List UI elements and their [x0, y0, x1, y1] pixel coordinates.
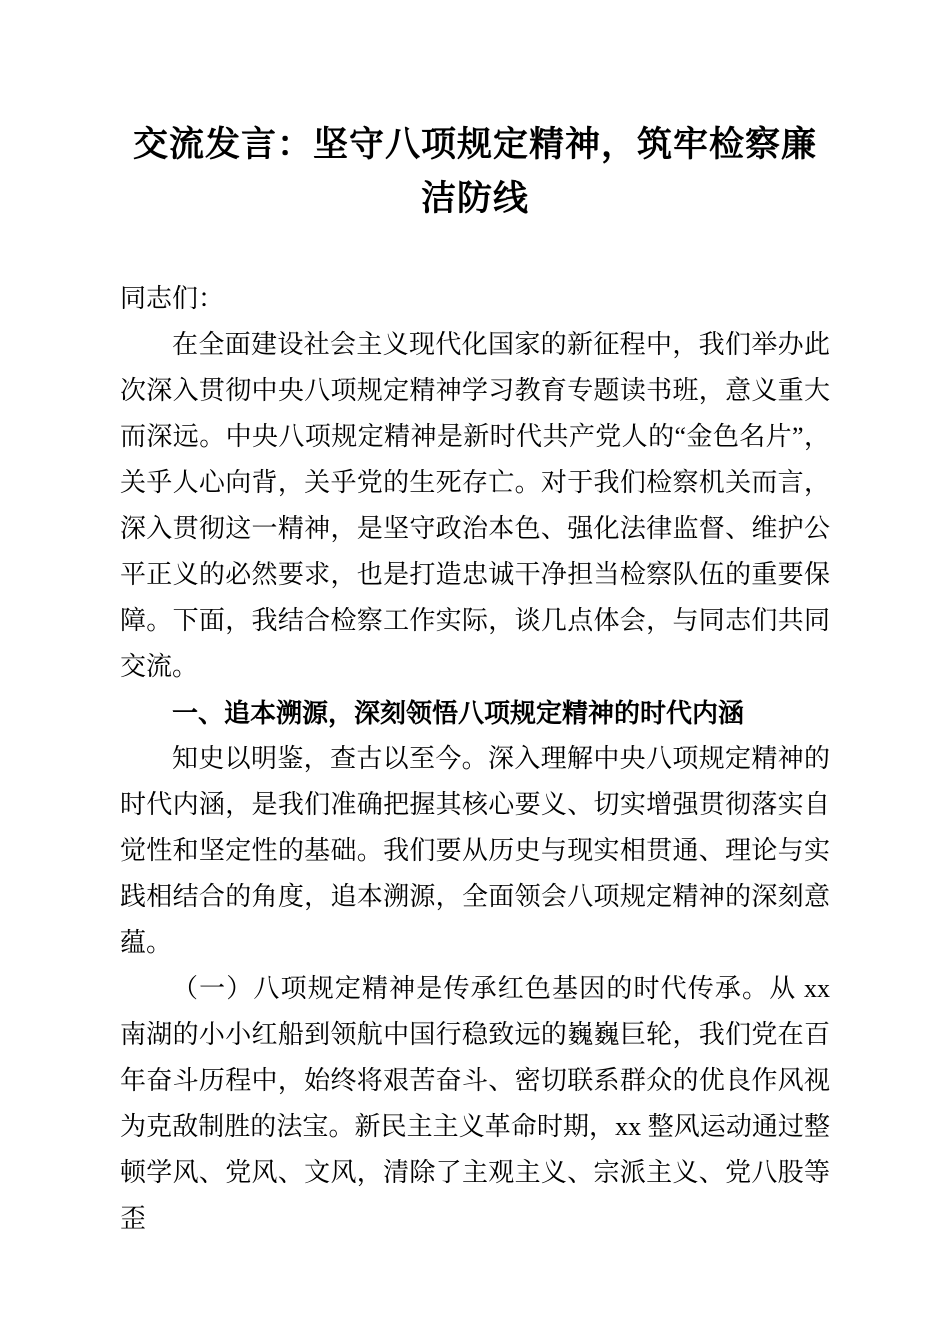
paragraph-subpoint-1 [120, 966, 830, 1242]
subpoint-lead: （一）八项规定精神是传承红色基因的时代传承。 [172, 974, 770, 1003]
paragraph-intro: 在全面建设社会主义现代化国家的新征程中，我们举办此次深入贯彻中央八项规定精神学习教育专题读书班，意义重大而深远。中央八项规定精神是新时代共产党人的“金色名片”，关乎人心向背，关乎党的生死存亡。对于我们检察机关而言，深入贯彻这一精神，是坚守政治本色、强化法律监督、维护公平正义的必然要求，也是打造忠诚干净担当检察队伍的重要保障。下面，我结合检察工作实际，谈几点体会，与同志们共同交流。 [120, 330, 830, 681]
salutation: 同志们： [120, 284, 225, 313]
document-title: 交流发言：坚守八项规定精神，筑牢检察廉洁防线 [132, 125, 817, 218]
section-heading-1: 一、追本溯源，深刻领悟八项规定精神的时代内涵 [172, 698, 745, 728]
paragraph-section1-body: 知史以明鉴，查古以至今。深入理解中央八项规定精神的时代内涵，是我们准确把握其核心要义、切实增强贯彻落实自觉性和坚定性的基础。我们要从历史与现实相贯通、理论与实践相结合的角度，追本溯源，全面领会八项规定精神的深刻意蕴。 [120, 744, 830, 957]
subpoint-text: 从 xx 南湖的小小红船到领航中国行稳致远的巍巍巨轮，我们党在百年奋斗历程中，始终将艰苦奋斗、密切联系群众的优良作风视为克敌制胜的法宝。新民主主义革命时期，xx 整风运动通过整顿学风、党风、文风，清除了主观主义、宗派主义、党八股等歪 [120, 974, 830, 1233]
